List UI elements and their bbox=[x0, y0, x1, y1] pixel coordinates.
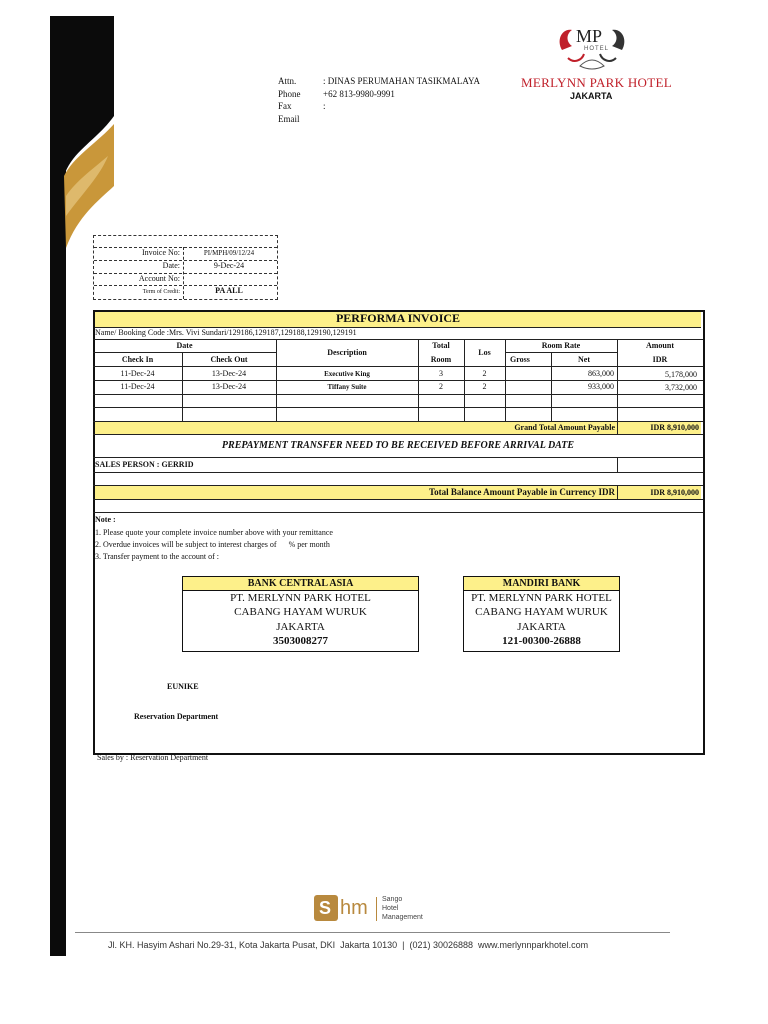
header-room-rate: Room Rate bbox=[541, 341, 581, 350]
hotel-logo-sub: HOTEL bbox=[584, 46, 610, 52]
signature-department: Reservation Department bbox=[134, 712, 219, 721]
attn-label: Attn. bbox=[278, 76, 297, 86]
notes-title: Note : bbox=[95, 515, 116, 524]
note-line-3: 3. Transfer payment to the account of : bbox=[95, 552, 219, 561]
header-los: Los bbox=[478, 348, 491, 357]
shm-logo-text: hm bbox=[340, 897, 368, 919]
bank-mandiri-line3: JAKARTA bbox=[517, 621, 566, 633]
date-value: 9-Dec-24 bbox=[213, 261, 245, 270]
header-net: Net bbox=[578, 355, 590, 364]
row2-description: Tiffany Suite bbox=[327, 383, 367, 391]
bank-mandiri-name: MANDIRI BANK bbox=[502, 578, 581, 589]
header-amount: Amount bbox=[645, 341, 674, 350]
phone-label: Phone bbox=[278, 89, 301, 99]
term-of-credit-value: PA ALL bbox=[215, 286, 243, 295]
row1-net: 863,000 bbox=[588, 369, 614, 378]
header-check-out: Check Out bbox=[210, 355, 248, 364]
date-label: Date: bbox=[162, 261, 180, 270]
hotel-logo-monogram: MP bbox=[576, 26, 603, 46]
row2-net: 933,000 bbox=[588, 382, 614, 391]
row2-check-out: 13-Dec-24 bbox=[211, 382, 247, 391]
bank-bca-line1: PT. MERLYNN PARK HOTEL bbox=[230, 592, 371, 604]
hotel-city: JAKARTA bbox=[570, 91, 613, 101]
header-room: Room bbox=[430, 355, 452, 364]
email-label: Email bbox=[278, 114, 300, 124]
invoice-title: PERFORMA INVOICE bbox=[335, 311, 461, 325]
prepayment-notice: PREPAYMENT TRANSFER NEED TO BE RECEIVED BEFORE ARRIVAL DATE bbox=[221, 440, 575, 451]
bank-bca-account: 3503008277 bbox=[273, 635, 328, 647]
row1-los: 2 bbox=[482, 369, 487, 378]
shm-logo-divider bbox=[376, 897, 377, 921]
header-total: Total bbox=[432, 341, 450, 350]
balance-label: Total Balance Amount Payable in Currency IDR bbox=[428, 487, 615, 497]
hotel-name: MERLYNN PARK HOTEL bbox=[521, 75, 672, 90]
invoice-no-value: PI/MPH/09/12/24 bbox=[203, 249, 255, 257]
note-line-1: 1. Please quote your complete invoice number above with your remittance bbox=[95, 528, 333, 537]
row1-description: Executive King bbox=[324, 370, 370, 378]
balance-value: IDR 8,910,000 bbox=[650, 488, 699, 497]
bank-bca-line2: CABANG HAYAM WURUK bbox=[234, 606, 367, 618]
bank-mandiri-line2: CABANG HAYAM WURUK bbox=[475, 606, 608, 618]
header-date: Date bbox=[176, 341, 193, 350]
booking-line: Name/ Booking Code :Mrs. Vivi Sundari/129186,129187,129188,129190,129191 bbox=[95, 328, 357, 337]
mgmt-line-1: Sango bbox=[382, 896, 403, 903]
sales-person: SALES PERSON : GERRID bbox=[95, 460, 194, 469]
signature-name: EUNIKE bbox=[167, 682, 199, 691]
grand-total-value: IDR 8,910,000 bbox=[650, 423, 699, 432]
account-no-label: Account No: bbox=[138, 274, 180, 283]
row1-total-room: 3 bbox=[439, 369, 443, 378]
header-description: Description bbox=[327, 348, 367, 357]
bank-bca-line3: JAKARTA bbox=[276, 621, 325, 633]
row1-check-in: 11-Dec-24 bbox=[120, 369, 155, 378]
attn-value: : DINAS PERUMAHAN TASIKMALAYA bbox=[323, 76, 481, 86]
term-of-credit-label: Term of Credit: bbox=[142, 289, 180, 295]
footer-address: Jl. KH. Hasyim Ashari No.29-31, Kota Jakarta Pusat, DKI Jakarta 10130 | (021) 30026888 www.merlynnparkhotel.com bbox=[108, 940, 589, 950]
header-gross: Gross bbox=[510, 355, 530, 364]
fax-value: : bbox=[323, 101, 326, 111]
fax-label: Fax bbox=[278, 101, 292, 111]
header-check-in: Check In bbox=[121, 355, 154, 364]
bank-bca-name: BANK CENTRAL ASIA bbox=[247, 578, 354, 589]
row2-amount: 3,732,000 bbox=[665, 383, 697, 392]
row2-los: 2 bbox=[482, 382, 487, 391]
invoice-no-label: Invoice No: bbox=[142, 248, 180, 257]
mgmt-line-3: Management bbox=[382, 914, 423, 921]
bank-mandiri-account: 121-00300-26888 bbox=[502, 635, 581, 647]
row2-total-room: 2 bbox=[439, 382, 443, 391]
row1-check-out: 13-Dec-24 bbox=[211, 369, 247, 378]
grand-total-label: Grand Total Amount Payable bbox=[514, 423, 615, 432]
phone-value: +62 813-9980-9991 bbox=[323, 89, 395, 99]
row2-check-in: 11-Dec-24 bbox=[120, 382, 155, 391]
bank-mandiri-line1: PT. MERLYNN PARK HOTEL bbox=[471, 592, 612, 604]
shm-logo-mark: S bbox=[314, 895, 338, 921]
header-idr: IDR bbox=[652, 355, 668, 364]
sales-by: Sales by : Reservation Department bbox=[97, 753, 209, 762]
note-line-2: 2. Overdue invoices will be subject to interest charges of % per month bbox=[95, 540, 330, 549]
row1-amount: 5,178,000 bbox=[665, 370, 697, 379]
mgmt-line-2: Hotel bbox=[382, 905, 399, 912]
footer-divider bbox=[75, 932, 670, 933]
